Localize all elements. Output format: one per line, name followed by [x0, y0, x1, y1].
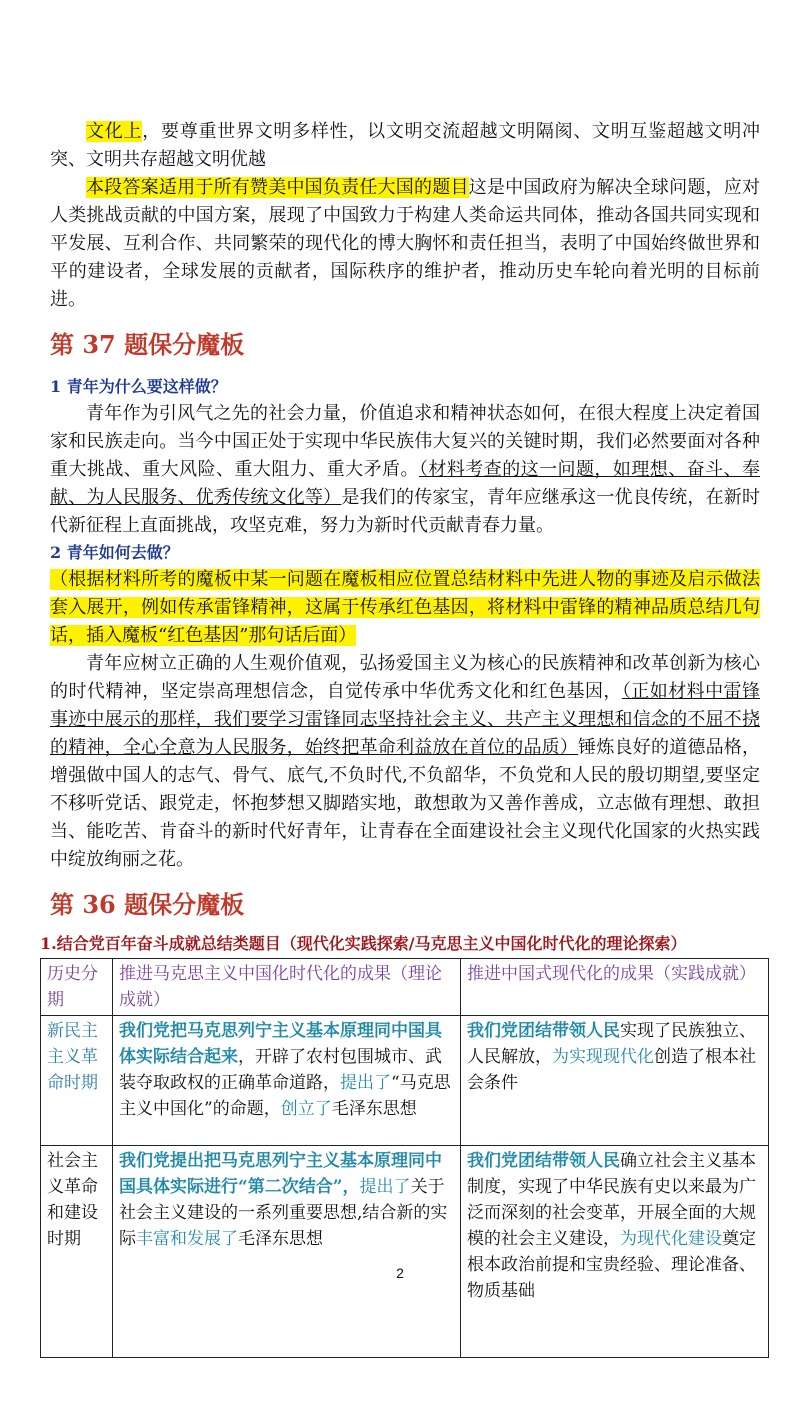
row2-theory-d: 丰富和发展了 [136, 1229, 238, 1249]
row1-theory [113, 1016, 461, 1146]
question-1-heading: 1 青年为什么要这样做？ [50, 377, 227, 396]
q2-text-a: 青年应树立正确的人生观价值观，弘扬爱国主义为核心的民族精神和改革创新为核心的时代精神，坚定崇高理想信念，自觉传承中华优秀文化和红色基因， [50, 653, 760, 702]
row1-theory-d: “马克思主义中国化”的命题， [119, 1073, 451, 1119]
applies-label: 本段答案适用于所有赞美中国负责任大国的题目 [86, 177, 469, 198]
row1-practice [461, 1016, 769, 1146]
culture-paragraph [50, 118, 760, 174]
question-2-note: （根据材料所考的魔板中某一问题在魔板相应位置总结材料中先进人物的事迹及启示做法套入展开，例如传承雷锋精神，这属于传承红色基因，将材料中雷锋的精神品质总结几句话，插入魔板“红色基因”那句话后面） [50, 569, 760, 646]
row2-theory-e: 毛泽东思想 [238, 1229, 323, 1249]
section-36-title: 第 36 题保分魔板 [50, 890, 245, 919]
document-page [40, 118, 761, 1358]
question-1-paragraph [50, 400, 760, 540]
achievements-table [40, 958, 769, 1358]
header-theory: 推进马克思主义中国化时代化的成果（理论成就） [113, 959, 461, 1016]
header-practice: 推进中国式现代化的成果（实践成就） [461, 959, 769, 1016]
row2-theory [113, 1146, 461, 1358]
q1-text-a: 青年作为引风气之先的社会力量，价值追求和精神状态如何，在很大程度上决定着国家和民族走向。当今中国正处于实现中华民族伟大复兴的关键时期，我们必然要面对各种重大挑战、重大风险、重大阻力、重大矛盾。 [50, 403, 760, 480]
row1-practice-c: 为实现现代化 [552, 1047, 654, 1067]
row2-practice-a: 我们党团结带领人民 [467, 1151, 620, 1171]
table-header-row [41, 959, 769, 1016]
row2-theory-c: 关于社会主义建设的一系列重要思想,结合新的实际 [119, 1177, 448, 1249]
row2-practice [461, 1146, 769, 1358]
applies-text: 这是中国政府为解决全球问题，应对人类挑战贡献的中国方案，展现了中国致力于构建人类命运共同体，推动各国共同实现和平发展、互利合作、共同繁荣的现代化的博大胸怀和责任担当，表明了中国始终做世界和平的建设者，全球发展的贡献者，国际秩序的维护者，推动历史车轮向着光明的目标前进。 [50, 177, 761, 310]
row1-practice-d: 创造了根本社会条件 [467, 1047, 756, 1093]
row1-theory-e: 创立了 [280, 1099, 332, 1119]
culture-label: 文化上 [86, 121, 143, 142]
question-2-note-paragraph [50, 566, 760, 650]
row2-practice-d: 奠定根本政治前提和宝贵经验、理论准备、物质基础 [467, 1229, 756, 1301]
culture-text: ，要尊重世界文明多样性，以文明交流超越文明隔阂、文明互鉴超越文明冲突、文明共存超越文明优越 [50, 121, 761, 170]
q2-text-underlined: （正如材料中雷锋事迹中展示的那样，我们要学习雷锋同志坚持社会主义、共产主义理想和信念的不屈不挠的精神，全心全意为人民服务，始终把革命利益放在首位的品质） [50, 681, 761, 758]
row2-theory-b: 提出了 [359, 1177, 411, 1197]
row2-practice-c: 为现代化建设 [620, 1229, 722, 1249]
row1-practice-b: 实现了民族独立、人民解放， [467, 1021, 756, 1067]
section-36-subhead: 1.结合党百年奋斗成就总结类题目（现代化实践探索/马克思主义中国化时代化的理论探索） [40, 934, 687, 953]
row2-period: 社会主义革命和建设时期 [41, 1146, 113, 1358]
row1-theory-b: ，开辟了农村包围城市、武装夺取政权的正确革命道路， [119, 1047, 442, 1093]
row2-practice-b: 确立社会主义基本制度，实现了中华民族有史以来最为广泛而深刻的社会变革，开展全面的大规模的社会主义建设， [467, 1151, 756, 1249]
row2-theory-a: 我们党提出把马克思列宁主义基本原理同中国具体实际进行“第二次结合”， [119, 1151, 442, 1197]
question-2-paragraph [50, 650, 760, 874]
header-period: 历史分期 [41, 959, 113, 1016]
q1-text-b: 是我们的传家宝，青年应继承这一优良传统，在新时代新征程上直面挑战，攻坚克难，努力为新时代贡献青春力量。 [50, 487, 761, 536]
table-row [41, 1016, 769, 1146]
row1-period: 新民主主义革命时期 [41, 1016, 113, 1146]
row1-practice-a: 我们党团结带领人民 [467, 1021, 620, 1041]
row1-theory-f: 毛泽东思想 [331, 1099, 417, 1119]
question-2-heading: 2 青年如何去做？ [50, 543, 179, 562]
row1-theory-a: 我们党把马克思列宁主义基本原理同中国具体实际结合起来 [119, 1021, 442, 1067]
applies-paragraph [50, 174, 760, 314]
row1-theory-c: 提出了 [340, 1073, 391, 1093]
q2-text-b: 锤炼良好的道德品格，增强做中国人的志气、骨气、底气,不负时代,不负韶华，不负党和人民的殷切期望,要坚定不移听党话、跟党走，怀抱梦想又脚踏实地，敢想敢为又善作善成，立志做有理想、敢担当、能吃苦、肯奋斗的新时代好青年，让青春在全面建设社会主义现代化国家的火热实践中绽放绚丽之花。 [50, 737, 761, 870]
page-number: 2 [396, 1265, 404, 1281]
section-37-title: 第 37 题保分魔板 [50, 330, 245, 359]
q1-text-underlined: （材料考查的这一问题，如理想、奋斗、奉献、为人民服务、优秀传统文化等） [50, 459, 761, 508]
table-row [41, 1146, 769, 1358]
